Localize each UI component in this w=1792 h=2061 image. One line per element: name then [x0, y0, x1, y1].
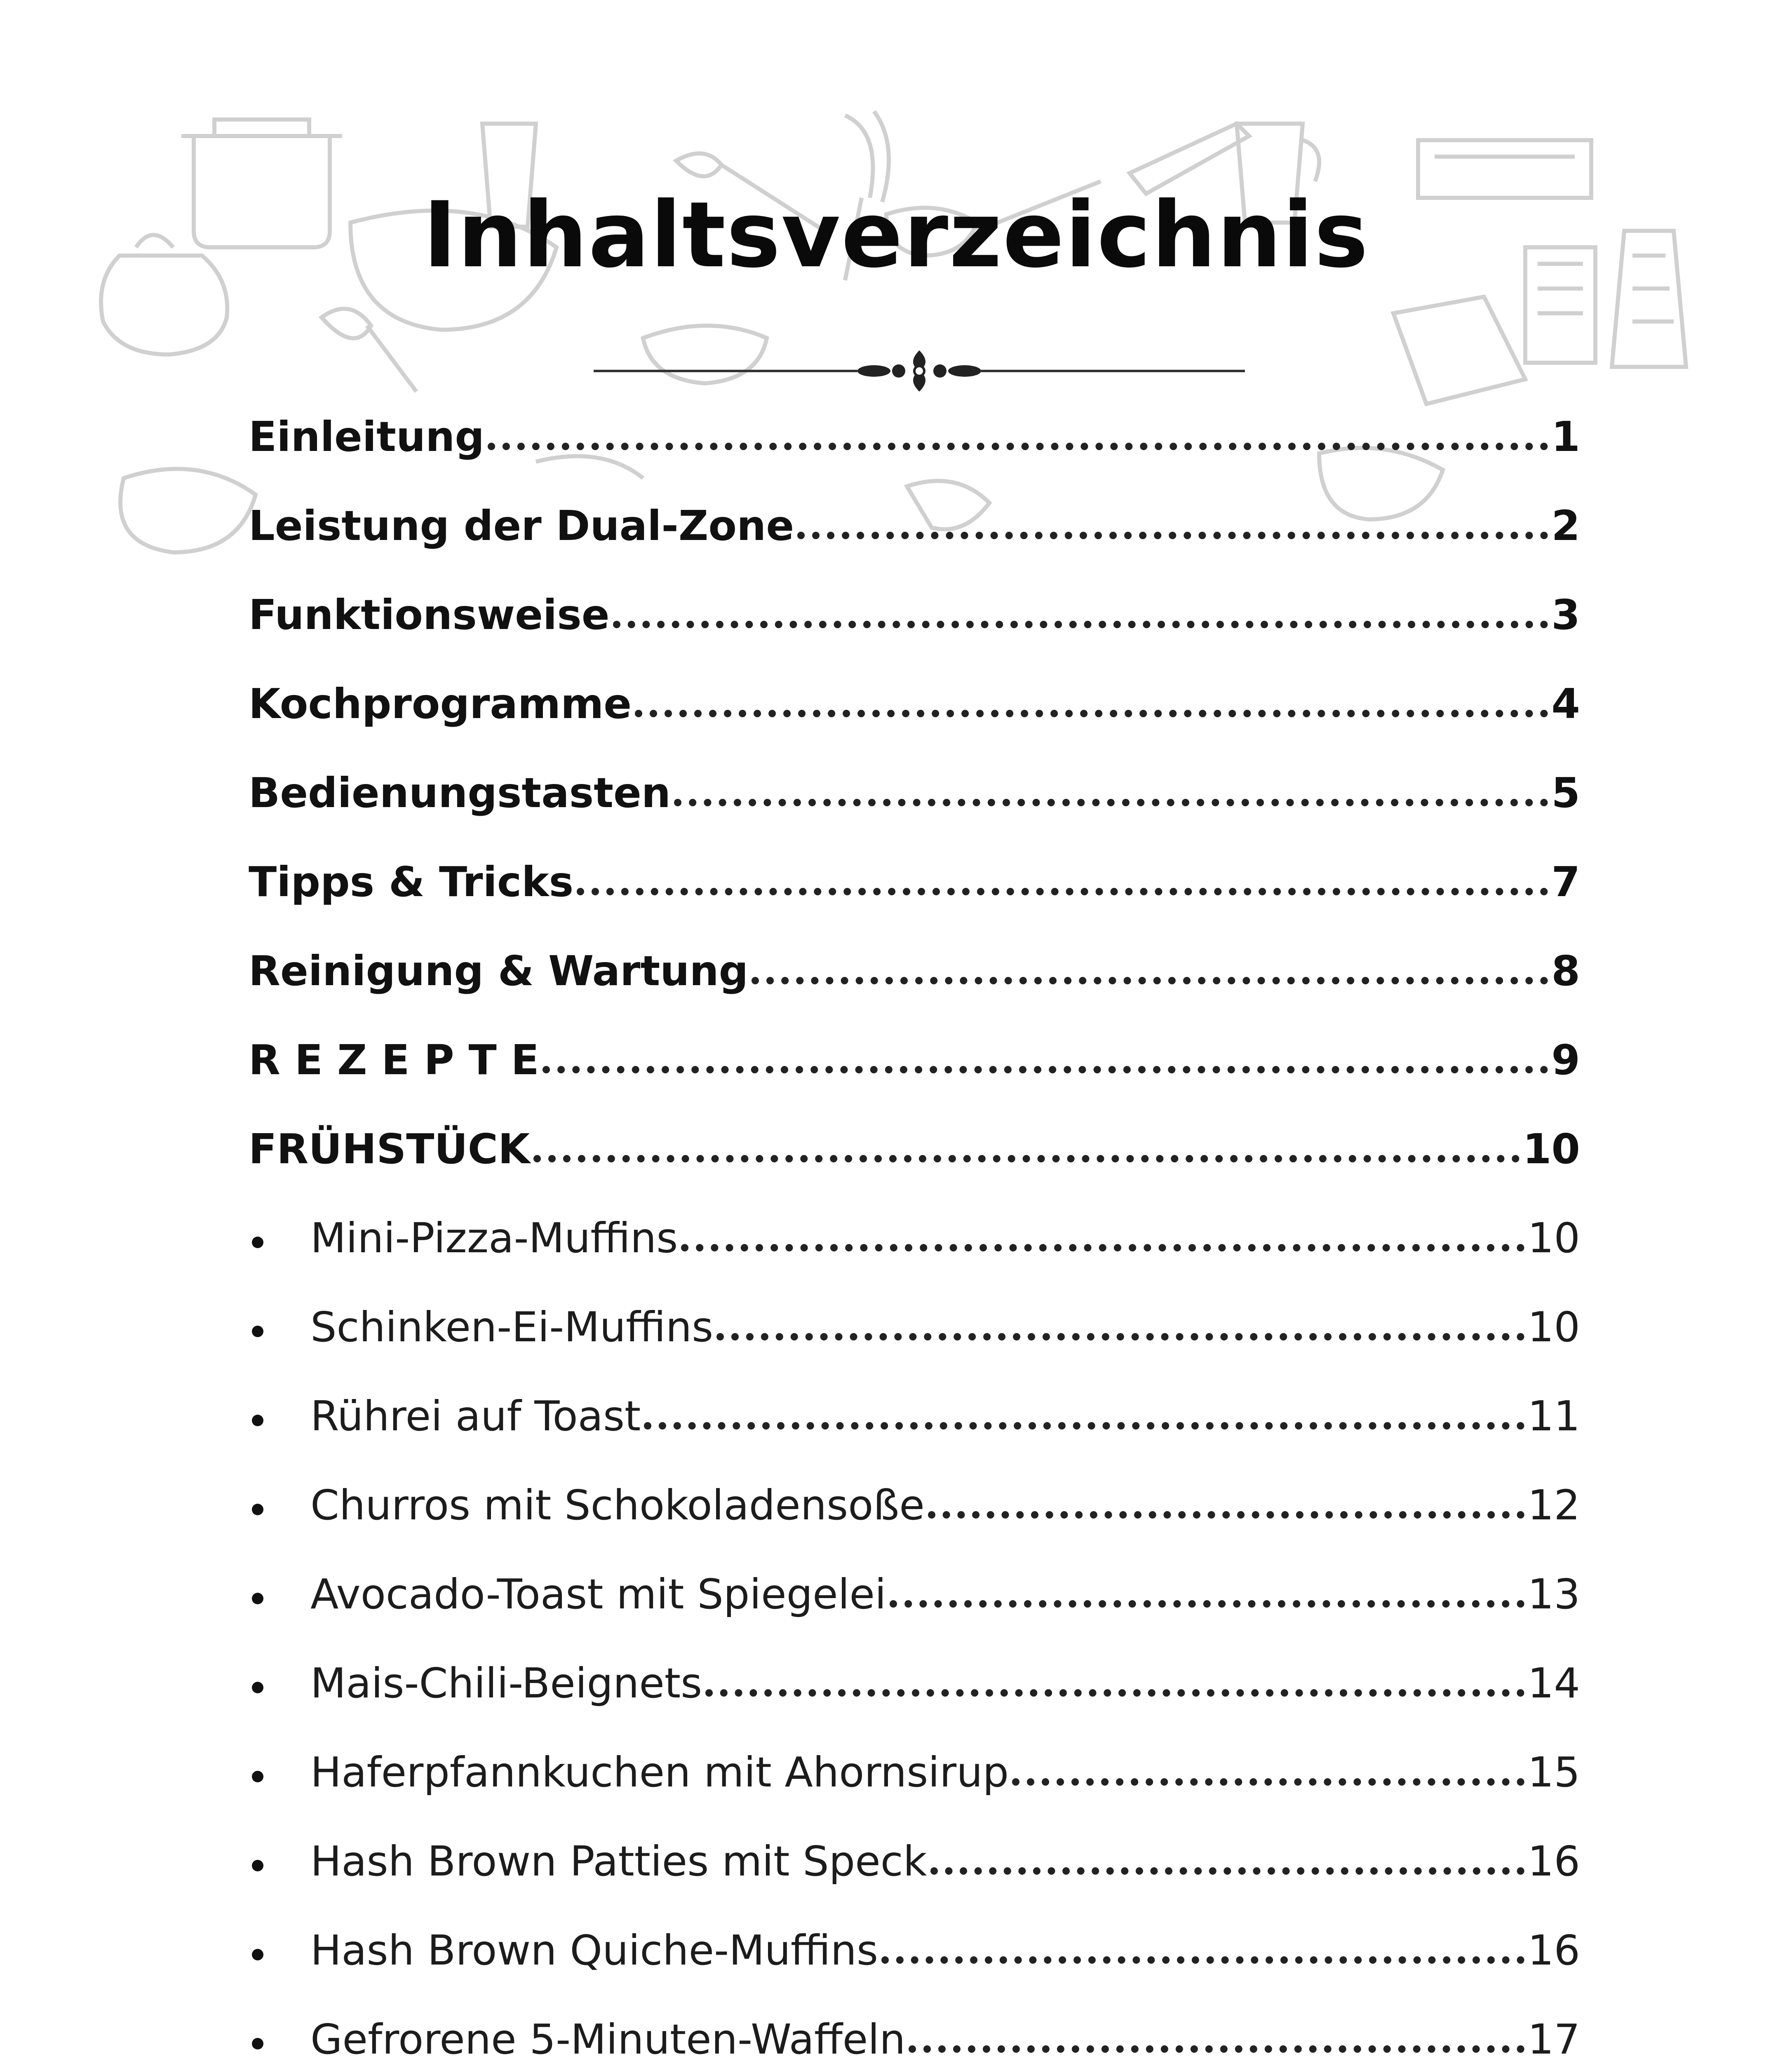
toc-entry-page: 10	[1522, 1125, 1580, 1173]
page-title: Inhaltsverzeichnis	[423, 182, 1369, 288]
toc-entry-page: 3	[1551, 591, 1580, 639]
bullet-icon	[249, 1214, 310, 1263]
dot-leader	[577, 888, 1548, 895]
toc-entry-label: Hash Brown Patties mit Speck	[310, 1837, 927, 1885]
dot-leader	[543, 1066, 1548, 1073]
toc-entry-fruehstueck[interactable]	[249, 1124, 1580, 1174]
bullet-icon	[249, 1392, 310, 1441]
toc-entry-label: Avocado-Toast mit Spiegelei	[310, 1570, 886, 1618]
dot-leader	[613, 621, 1548, 628]
toc-entry-label: Funktionsweise	[249, 591, 610, 639]
toc-entry-label: Rührei auf Toast	[310, 1392, 641, 1440]
toc-entry-tipps-tricks[interactable]	[249, 857, 1580, 907]
toc-entry-label: Gefrorene 5-Minuten-Waffeln	[310, 2015, 906, 2061]
dot-leader	[644, 1422, 1524, 1430]
ladle-icon	[322, 309, 416, 392]
toc-entry-page: 16	[1527, 1837, 1580, 1885]
toc-entry-label: Schinken-Ei-Muffins	[310, 1303, 714, 1351]
toc-entry-label: FRÜHSTÜCK	[249, 1125, 530, 1173]
dot-leader	[930, 1867, 1524, 1875]
bullet-icon	[249, 1926, 310, 1975]
toc-recipe-entry[interactable]	[249, 1214, 1580, 1263]
toc-entry-leistung-der-dual-zone[interactable]	[249, 501, 1580, 551]
toc-entry-label: Tipps & Tricks	[249, 858, 574, 906]
bullet-icon	[249, 1748, 310, 1797]
toc-recipe-entry[interactable]	[249, 1392, 1580, 1441]
toc-entry-page: 4	[1551, 680, 1580, 728]
toc-entry-einleitung[interactable]	[249, 412, 1580, 462]
bullet-icon	[249, 1481, 310, 1530]
bullet-icon	[249, 2015, 310, 2061]
bullet-icon	[249, 1303, 310, 1352]
dot-leader	[716, 1333, 1524, 1340]
toc-entry-label: Churros mit Schokoladensoße	[310, 1481, 925, 1529]
toc-entry-rezepte[interactable]	[249, 1035, 1580, 1085]
toc-entry-page: 8	[1551, 947, 1580, 995]
dot-leader	[881, 1956, 1524, 1964]
toc-entry-page: 9	[1551, 1036, 1580, 1084]
dot-leader	[635, 710, 1548, 717]
toc-entry-page: 7	[1551, 858, 1580, 906]
dot-leader	[533, 1155, 1520, 1162]
toc-entry-page: 15	[1527, 1748, 1580, 1796]
towel-icon	[1393, 297, 1525, 404]
toc-entry-page: 10	[1527, 1214, 1580, 1262]
toc-recipe-entry[interactable]	[249, 1837, 1580, 1886]
toc-entry-label: Bedienungstasten	[249, 769, 671, 817]
toc-recipe-entry[interactable]	[249, 1926, 1580, 1975]
toc-entry-label: Hash Brown Quiche-Muffins	[310, 1926, 878, 1974]
dot-leader	[909, 2045, 1524, 2053]
toc-recipe-entry[interactable]	[249, 2015, 1580, 2061]
toc-entry-page: 5	[1551, 769, 1580, 817]
toc-entry-label: Einleitung	[249, 413, 484, 461]
toc-entry-page: 12	[1527, 1481, 1580, 1529]
dot-leader	[1012, 1778, 1524, 1786]
bullet-icon	[249, 1659, 310, 1708]
dot-leader	[890, 1600, 1524, 1608]
toc-recipe-entry[interactable]	[249, 1303, 1580, 1352]
bullet-icon	[249, 1570, 310, 1619]
toc-recipe-entry[interactable]	[249, 1570, 1580, 1619]
toc-entry-page: 14	[1527, 1659, 1580, 1707]
toc-entry-funktionsweise[interactable]	[249, 590, 1580, 640]
toc-entry-label: Kochprogramme	[249, 680, 632, 728]
toc-entry-label: Haferpfannkuchen mit Ahornsirup	[310, 1748, 1009, 1796]
dot-leader	[674, 799, 1548, 806]
toc-entry-label: Leistung der Dual-Zone	[249, 502, 794, 550]
dot-leader	[488, 443, 1548, 450]
dot-leader	[705, 1689, 1524, 1697]
toc-recipe-entry[interactable]	[249, 1748, 1580, 1797]
toc-recipe-entry[interactable]	[249, 1659, 1580, 1708]
toc-entry-page: 16	[1527, 1926, 1580, 1974]
dot-leader	[681, 1244, 1524, 1251]
toc-entry-label: R E Z E P T E	[249, 1036, 539, 1084]
toc-entry-page: 13	[1527, 1570, 1580, 1618]
toc-entry-bedienungstasten[interactable]	[249, 768, 1580, 818]
toc-entry-label: Mini-Pizza-Muffins	[310, 1214, 678, 1262]
bullet-icon	[249, 1837, 310, 1886]
toc-entry-page: 17	[1527, 2015, 1580, 2061]
toc-entry-page: 1	[1551, 413, 1580, 461]
toc-entry-page: 11	[1527, 1392, 1580, 1440]
toc-recipe-entry[interactable]	[249, 1481, 1580, 1530]
toc-entry-page: 10	[1527, 1303, 1580, 1351]
toc-entry-reinigung-wartung[interactable]	[249, 946, 1580, 996]
toc-entry-kochprogramme[interactable]	[249, 679, 1580, 729]
dot-leader	[928, 1511, 1524, 1519]
divider-ornament-icon	[585, 346, 1253, 396]
toc-entry-label: Mais-Chili-Beignets	[310, 1659, 702, 1707]
dot-leader	[797, 532, 1548, 539]
dot-leader	[752, 977, 1548, 984]
toc-entry-page: 2	[1551, 502, 1580, 550]
toc-entry-label: Reinigung & Wartung	[249, 947, 749, 995]
